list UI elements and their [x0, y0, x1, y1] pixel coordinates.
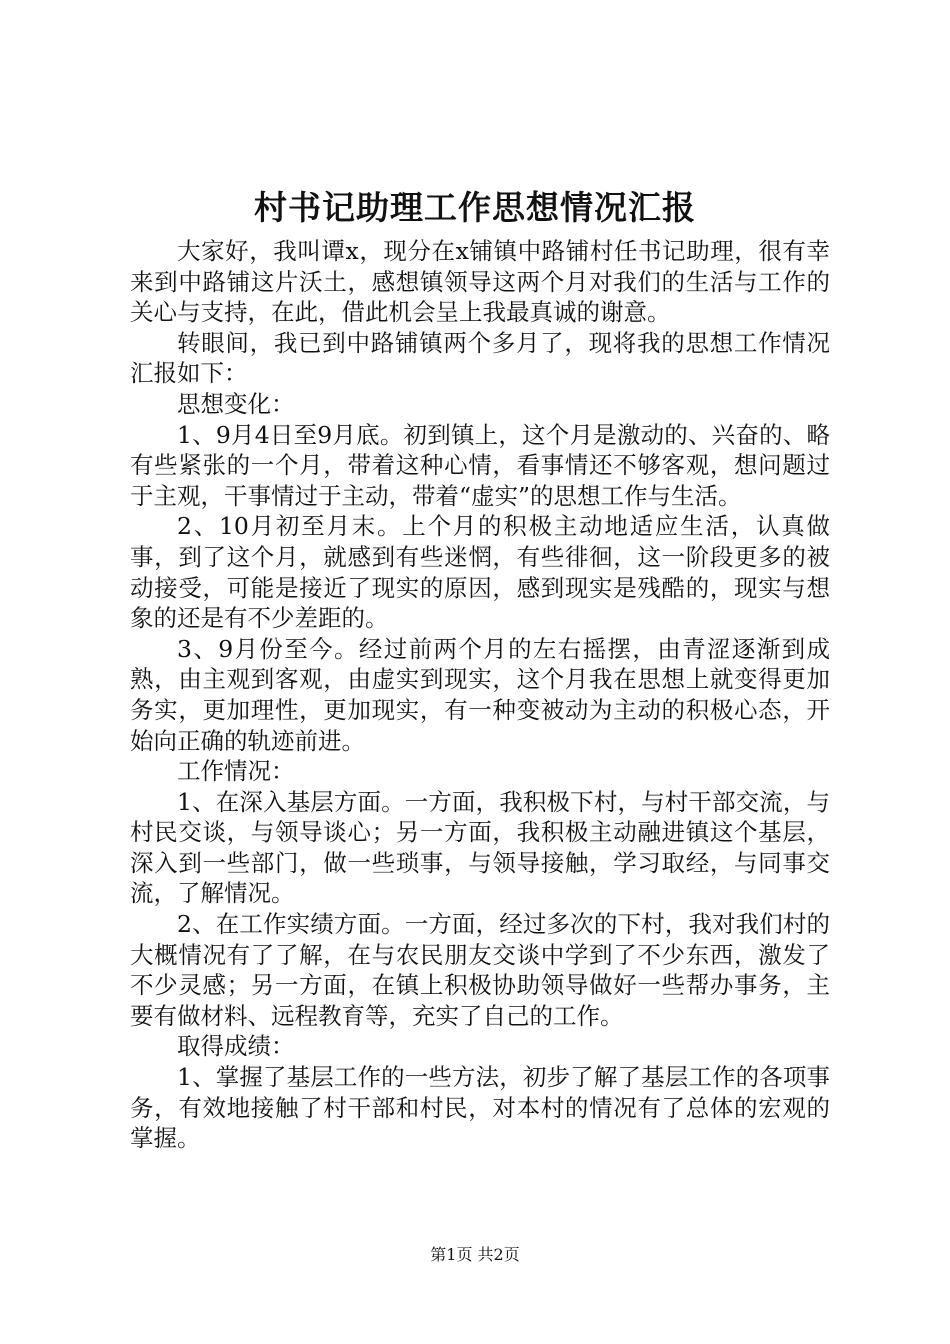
paragraph-greeting: 大家好，我叫谭x，现分在x铺镇中路铺村任书记助理，很有幸来到中路铺这片沃土，感想镇领导这两个月对我们的生活与工作的关心与支持，在此，借此机会呈上我最真诚的谢意。	[130, 237, 830, 327]
document-title: 村书记助理工作思想情况汇报	[254, 188, 696, 227]
paragraph-achievement-1: 1、掌握了基层工作的一些方法，初步了解了基层工作的各项事务，有效地接触了村干部和村民，对本村的情况有了总体的宏观的掌握。	[130, 1063, 830, 1153]
paragraph-work-2: 2、在工作实绩方面。一方面，经过多次的下村，我对我们村的大概情况有了了解，在与农民朋友交谈中学到了不少东西，激发了不少灵感；另一方面，在镇上积极协助领导做好一些帮办事务，主要有做材料、远程教育等，充实了自己的工作。	[130, 910, 830, 1030]
section-heading-work-status: 工作情况：	[177, 757, 295, 786]
paragraph-thought-1: 1、9月4日至9月底。初到镇上，这个月是激动的、兴奋的、略有些紧张的一个月，带着这种心情，看事情还不够客观，想问题过于主观，干事情过于主动，带着“虚实”的思想工作与生活。	[130, 420, 830, 510]
paragraph-intro: 转眼间，我已到中路铺镇两个多月了，现将我的思想工作情况汇报如下：	[130, 328, 830, 388]
paragraph-thought-2: 2、10月初至月末。上个月的积极主动地适应生活，认真做事，到了这个月，就感到有些迷惘，有些徘徊，这一阶段更多的被动接受，可能是接近了现实的原因，感到现实是残酷的，现实与想象的还是有不少差距的。	[130, 512, 830, 633]
page-footer: 第1页 共2页	[430, 1245, 520, 1264]
paragraph-thought-3: 3、9月份至今。经过前两个月的左右摇摆，由青涩逐渐到成熟，由主观到客观，由虚实到现实，这个月我在思想上就变得更加务实，更加理性，更加现实，有一种变被动为主动的积极心态，开始向正确的轨迹前进。	[130, 634, 830, 755]
section-heading-achievements: 取得成绩：	[177, 1032, 295, 1061]
section-heading-thought-changes: 思想变化：	[177, 389, 295, 418]
paragraph-work-1: 1、在深入基层方面。一方面，我积极下村，与村干部交流，与村民交谈，与领导谈心；另一方面，我积极主动融进镇这个基层，深入到一些部门，做一些琐事，与领导接触，学习取经，与同事交流，了解情况。	[130, 787, 830, 908]
document-body	[130, 236, 830, 1154]
